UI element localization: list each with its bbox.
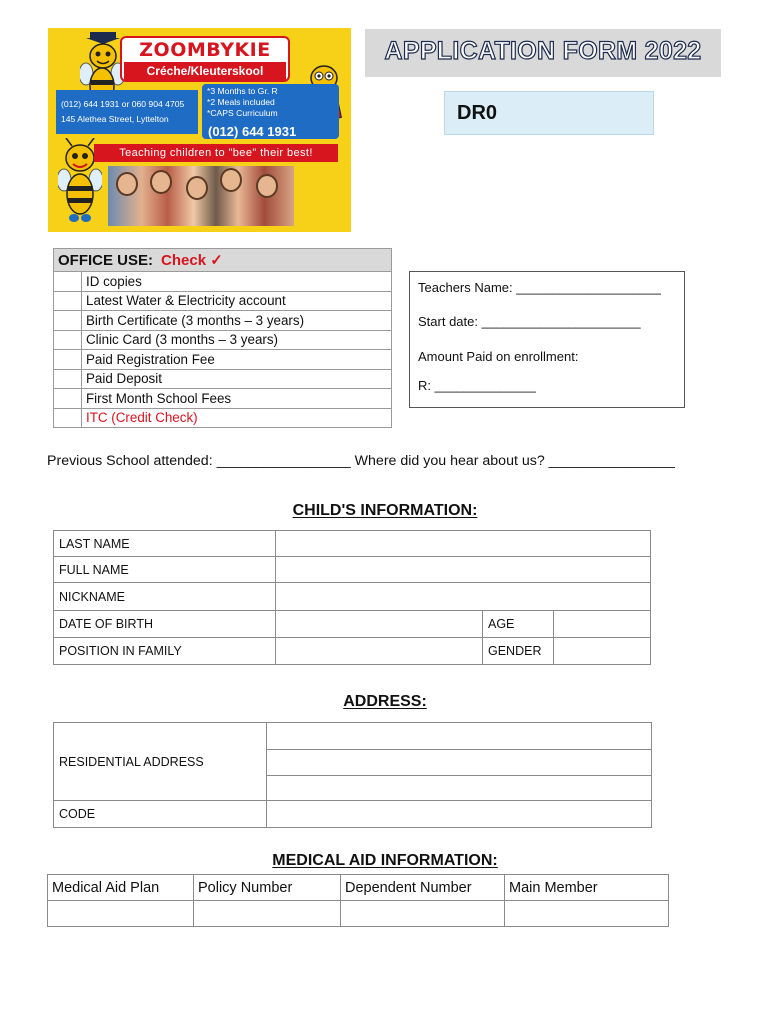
child-face [150,170,172,194]
check-box[interactable] [54,272,82,292]
feature-item: *2 Meals included [207,97,275,107]
medical-plan-input[interactable] [48,901,194,927]
check-box[interactable] [54,408,82,428]
teachers-name-field[interactable]: Teachers Name: ____________________ [418,280,661,295]
child-face [220,168,242,192]
contact-phone: (012) 644 1931 or 060 904 4705 [61,99,185,109]
office-item: ID copies [82,272,392,292]
features-box [202,84,339,139]
last-name-input[interactable] [276,531,651,557]
contact-box [56,90,198,134]
dob-label: DATE OF BIRTH [54,611,276,638]
office-item: Birth Certificate (3 months – 3 years) [82,311,392,331]
medical-heading: MEDICAL AID INFORMATION: [272,852,498,869]
office-item: Latest Water & Electricity account [82,291,392,311]
address-heading: ADDRESS: [343,693,427,710]
previous-school-line[interactable]: Previous School attended: _________________ Where did you hear about us? ________________ [47,453,675,469]
main-member-input[interactable] [505,901,669,927]
brand-name: ZOOMBYKIE [139,39,271,61]
policy-number-input[interactable] [194,901,341,927]
medical-col-plan: Medical Aid Plan [48,875,194,901]
gender-label: GENDER [483,638,554,665]
office-use-check-label: Check ✓ [161,252,223,269]
child-info-table [53,530,651,665]
address-line-input[interactable] [267,723,652,750]
office-use-table [53,248,392,428]
office-item-itc: ITC (Credit Check) [82,408,392,428]
dob-input[interactable] [276,611,483,638]
age-input[interactable] [554,611,651,638]
amount-paid-label: Amount Paid on enrollment: [418,349,579,364]
office-item: Paid Registration Fee [82,350,392,370]
dr-code: DR0 [457,102,498,124]
nickname-input[interactable] [276,583,651,611]
dependent-number-input[interactable] [341,901,505,927]
child-face [186,176,208,200]
teacher-box [409,271,685,408]
amount-r-field[interactable]: R: ______________ [418,378,536,393]
position-label: POSITION IN FAMILY [54,638,276,665]
last-name-label: LAST NAME [54,531,276,557]
address-line-input[interactable] [267,776,652,801]
check-box[interactable] [54,291,82,311]
office-item: First Month School Fees [82,389,392,409]
check-box[interactable] [54,350,82,370]
position-input[interactable] [276,638,483,665]
title-bar [365,29,721,77]
dr-code-box[interactable] [444,91,654,135]
office-item: Clinic Card (3 months – 3 years) [82,330,392,350]
code-input[interactable] [267,801,652,828]
check-box[interactable] [54,330,82,350]
residential-address-label: RESIDENTIAL ADDRESS [54,723,267,801]
medical-col-dependent: Dependent Number [341,875,505,901]
feature-phone: (012) 644 1931 [208,124,297,139]
brand-box [120,36,290,82]
age-label: AGE [483,611,554,638]
code-label: CODE [54,801,267,828]
office-use-label: OFFICE USE: [58,252,154,269]
children-photo [108,166,294,226]
school-logo [48,28,351,232]
address-line-input[interactable] [267,750,652,776]
check-box[interactable] [54,389,82,409]
check-box[interactable] [54,311,82,331]
feature-item: *CAPS Curriculum [207,108,278,118]
feature-item: *3 Months to Gr. R [207,86,278,96]
page-title: APPLICATION FORM 2022 [384,37,702,65]
child-info-heading: CHILD'S INFORMATION: [292,502,478,519]
contact-address: 145 Alethea Street, Lyttelton [61,114,169,124]
medical-col-main-member: Main Member [505,875,669,901]
full-name-input[interactable] [276,557,651,583]
check-box[interactable] [54,369,82,389]
child-face [116,172,138,196]
office-use-header [54,249,392,272]
medical-table [47,874,669,927]
gender-input[interactable] [554,638,651,665]
brand-subtitle: Créche/Kleuterskool [124,62,286,80]
medical-col-policy: Policy Number [194,875,341,901]
child-face [256,174,278,198]
start-date-field[interactable]: Start date: ______________________ [418,314,641,329]
full-name-label: FULL NAME [54,557,276,583]
nickname-label: NICKNAME [54,583,276,611]
office-item: Paid Deposit [82,369,392,389]
address-table [53,722,652,828]
tagline: Teaching children to "bee" their best! [94,144,338,162]
